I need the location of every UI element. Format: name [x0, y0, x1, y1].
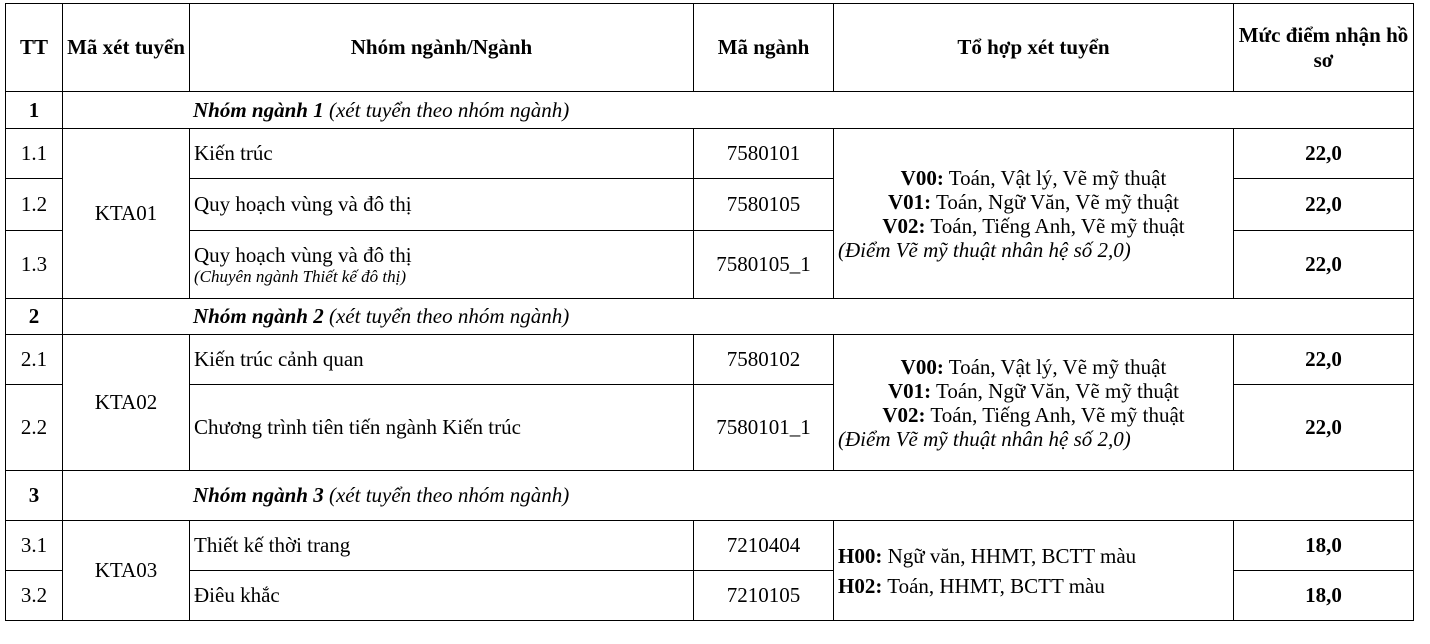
- major-name: Điêu khắc: [190, 571, 694, 621]
- group-row: [6, 299, 1414, 335]
- header-tt: TT: [6, 4, 63, 92]
- row-tt: 1.2: [6, 179, 63, 231]
- major-code: 7580105_1: [694, 231, 834, 299]
- header-row: [6, 4, 1414, 92]
- major-name: Kiến trúc cảnh quan: [190, 335, 694, 385]
- combo-note: (Điểm Vẽ mỹ thuật nhân hệ số 2,0): [838, 237, 1131, 262]
- group-note: (xét tuyển theo nhóm ngành): [328, 97, 570, 122]
- row-tt: 3.2: [6, 571, 63, 621]
- combo-code: H02:: [838, 573, 883, 598]
- combo-line: [838, 541, 1229, 571]
- group-tt: 3: [6, 471, 63, 521]
- group-row: [6, 471, 1414, 521]
- group-title-text: Nhóm ngành 2: [193, 304, 324, 328]
- group-note: (xét tuyển theo nhóm ngành): [328, 304, 570, 328]
- combo-line: [838, 403, 1229, 427]
- combo-code: V02:: [882, 213, 926, 238]
- row-tt: 3.1: [6, 521, 63, 571]
- combo-text: Toán, Tiếng Anh, Vẽ mỹ thuật: [930, 402, 1185, 427]
- combo-text: Toán, HHMT, BCTT màu: [887, 573, 1105, 598]
- group-title: [63, 299, 1414, 335]
- score: 22,0: [1234, 385, 1414, 471]
- table-row: [6, 129, 1414, 179]
- header-ma-xet-tuyen: Mã xét tuyển: [63, 4, 190, 92]
- row-tt: 1.1: [6, 129, 63, 179]
- major-name: Kiến trúc: [190, 129, 694, 179]
- combo-code: H00:: [838, 543, 883, 568]
- combo-code: V01:: [887, 378, 932, 403]
- combo-code: V00:: [900, 354, 944, 379]
- group-title-text: Nhóm ngành 3: [193, 483, 324, 507]
- row-tt: 2.1: [6, 335, 63, 385]
- combo-text: Toán, Tiếng Anh, Vẽ mỹ thuật: [930, 213, 1185, 238]
- major-specialization: (Chuyên ngành Thiết kế đô thị): [194, 266, 406, 286]
- admission-code: KTA03: [63, 521, 190, 621]
- row-tt: 1.3: [6, 231, 63, 299]
- score: 22,0: [1234, 231, 1414, 299]
- combo-text: Ngữ văn, HHMT, BCTT màu: [887, 543, 1137, 568]
- subject-combos: [834, 129, 1234, 299]
- group-title-text: Nhóm ngành 1: [193, 97, 324, 122]
- score: 18,0: [1234, 521, 1414, 571]
- combo-code: V02:: [882, 402, 926, 427]
- combo-text: Toán, Ngữ Văn, Vẽ mỹ thuật: [936, 378, 1180, 403]
- major-code: 7580105: [694, 179, 834, 231]
- major-name: Chương trình tiên tiến ngành Kiến trúc: [190, 385, 694, 471]
- subject-combos: [834, 521, 1234, 621]
- major-code: 7210404: [694, 521, 834, 571]
- table-row: [6, 521, 1414, 571]
- header-nhom-nganh: Nhóm ngành/Ngành: [190, 4, 694, 92]
- major-code: 7580102: [694, 335, 834, 385]
- combo-line: [838, 571, 1229, 601]
- subject-combos: [834, 335, 1234, 471]
- score: 22,0: [1234, 335, 1414, 385]
- score: 22,0: [1234, 129, 1414, 179]
- combo-line: [838, 355, 1229, 379]
- major-name: [190, 231, 694, 299]
- combo-text: Toán, Vật lý, Vẽ mỹ thuật: [948, 354, 1167, 379]
- major-name: Thiết kế thời trang: [190, 521, 694, 571]
- group-tt: 1: [6, 92, 63, 129]
- score: 18,0: [1234, 571, 1414, 621]
- major-code: 7580101: [694, 129, 834, 179]
- combo-line: [838, 379, 1229, 403]
- group-row: [6, 92, 1414, 129]
- group-note: (xét tuyển theo nhóm ngành): [328, 483, 570, 507]
- combo-text: Toán, Vật lý, Vẽ mỹ thuật: [948, 165, 1167, 190]
- row-tt: 2.2: [6, 385, 63, 471]
- combo-text: Toán, Ngữ Văn, Vẽ mỹ thuật: [936, 189, 1180, 214]
- major-code: 7580101_1: [694, 385, 834, 471]
- score: 22,0: [1234, 179, 1414, 231]
- combo-line: [838, 190, 1229, 214]
- header-muc-diem: Mức điểm nhận hồ sơ: [1234, 4, 1414, 92]
- major-code: 7210105: [694, 571, 834, 621]
- group-title: [63, 471, 1414, 521]
- combo-line: [838, 214, 1229, 238]
- header-to-hop: Tổ hợp xét tuyển: [834, 4, 1234, 92]
- admission-table: [5, 3, 1414, 621]
- major-name: Quy hoạch vùng và đô thị: [190, 179, 694, 231]
- group-tt: 2: [6, 299, 63, 335]
- combo-code: V00:: [900, 165, 944, 190]
- major-name-text: Quy hoạch vùng và đô thị: [194, 242, 412, 267]
- combo-note: (Điểm Vẽ mỹ thuật nhân hệ số 2,0): [838, 426, 1131, 451]
- table-row: [6, 335, 1414, 385]
- combo-line: [838, 166, 1229, 190]
- header-ma-nganh: Mã ngành: [694, 4, 834, 92]
- admission-code: KTA02: [63, 335, 190, 471]
- combo-code: V01:: [887, 189, 932, 214]
- admission-code: KTA01: [63, 129, 190, 299]
- group-title: [63, 92, 1414, 129]
